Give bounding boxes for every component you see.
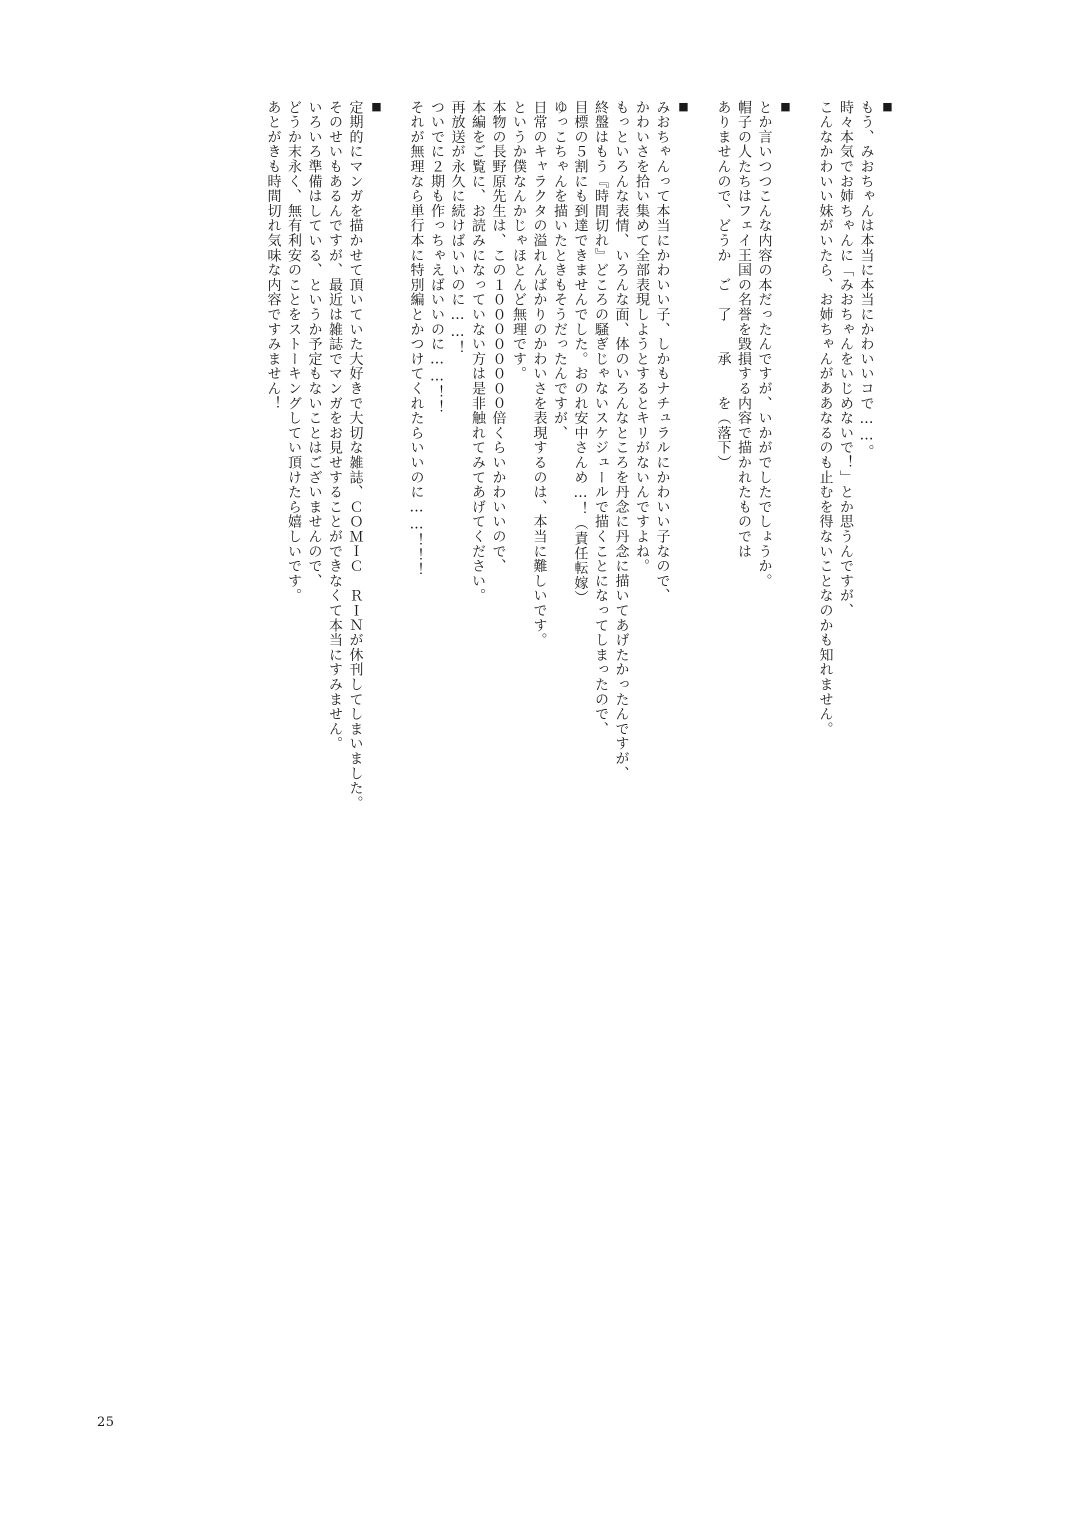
text-line: かわいさを拾い集めて全部表現しようとするとキリがないんですよね。: [634, 100, 650, 574]
text-line: 目標の５割にも到達できませんでした。おのれ安中さんめ…！（責任転嫁）: [572, 100, 589, 606]
text-line: あとがきも時間切れ気味な内容ですみません！: [265, 100, 282, 411]
text-line: 再放送が永久に続けばいいのに……！: [449, 100, 466, 356]
section-marker-icon: ■: [370, 100, 383, 114]
section-marker-icon: ■: [881, 100, 894, 114]
text-line: みおちゃんって本当にかわいい子、しかもナチュラルにかわいい子なので、: [654, 100, 671, 604]
text-line: というか僕なんかじゃほとんど無理です。: [511, 100, 527, 382]
text-line: もっといろんな表情、いろんな面、体のいろんなところを丹念に丹念に描いてあげたかったんですが、: [613, 100, 630, 781]
text-line: それが無理なら単行本に特別編とかつけてくれたらいいのに……！！！: [408, 100, 425, 578]
afterword-text: [157, 100, 897, 820]
section-marker-icon: ■: [779, 100, 792, 114]
text-line: そのせいもあるんですが、最近は雑誌でマンガをお見せすることができなくて本当にすみません。: [327, 100, 343, 752]
afterword-section: [713, 100, 795, 820]
text-line: とか言いつつこんな内容の本だったんですが、いかがでしたでしょうか。: [756, 100, 773, 589]
text-line: もう、みおちゃんは本当に本当にかわいいコで……。: [858, 100, 875, 460]
page-number: 25: [97, 1415, 115, 1430]
text-line: いろいろ準備はしている、というか予定もないことはございませんので、: [306, 100, 323, 589]
text-line: 時々本気でお姉ちゃんに「みおちゃんをいじめないで！」とか思うんですが、: [838, 100, 854, 618]
text-line: ありませんので、どうか ご 了 承 を（落下）: [715, 100, 732, 470]
text-line: どうか末永く、無有利安のことをストーキングしてい頂けたら嬉しいです。: [286, 100, 302, 604]
text-line: 日常のキャラクタの溢れんばかりのかわいさを表現するのは、本当に難しいです。: [531, 100, 548, 648]
text-line: 定期的にマンガを描かせて頂いていた大好きで大切な雑誌、ＣＯＭＩＣ ＲＩＮが休刊してしまいました。: [347, 100, 364, 811]
afterword-section: [815, 100, 897, 820]
text-line: 本編をご覧に、お読みになっていない方は是非触れてみてあげてください。: [470, 100, 486, 604]
section-marker-icon: ■: [677, 100, 690, 114]
text-line: 帽子の人たちはフェイ王国の名誉を毀損する内容で描かれたものでは: [736, 100, 752, 559]
afterword-section: [406, 100, 693, 820]
afterword-section: [263, 100, 386, 820]
text-line: ゆっこちゃんを描いたときもそうだったんですが、: [552, 100, 568, 441]
text-line: 本物の長野原先生は、この１００００００００倍くらいかわいいので、: [490, 100, 507, 574]
text-line: こんなかわいい妹がいたら、お姉ちゃんがああなるのも止むを得ないことなのかも知れません。: [817, 100, 834, 737]
text-line: ついでに２期も作っちゃえばいいのに……！！: [429, 100, 445, 415]
text-line: 終盤はもう『時間切れ』どころの騒ぎじゃないスケジュールで描くことになってしまったので、: [593, 100, 609, 737]
